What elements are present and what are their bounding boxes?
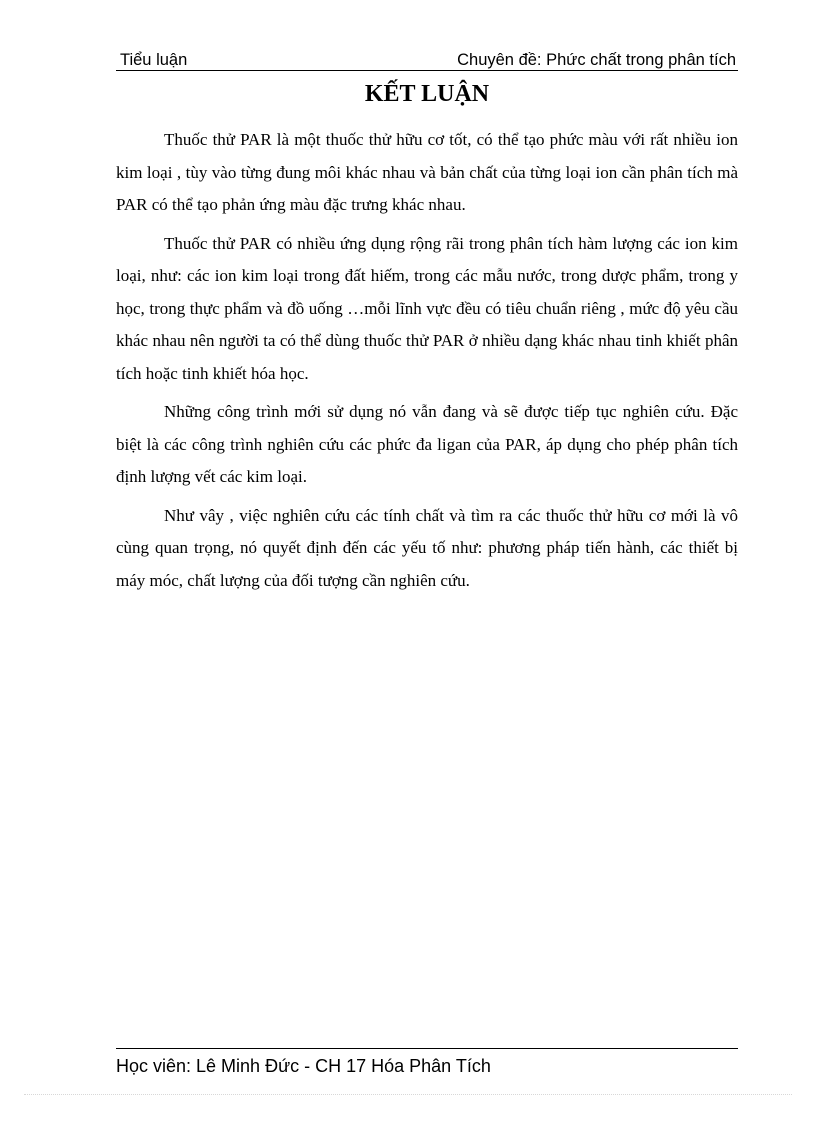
page-edge-divider bbox=[24, 1094, 792, 1095]
paragraph-4: Như vây , việc nghiên cứu các tính chất và tìm ra các thuốc thử hữu cơ mới là vô cùng quan trọng, nó quyết định đến các yếu tố như: phương pháp tiến hành, các thiết bị máy móc, chất lượng của đối tượng cần nghiên cứu. bbox=[116, 505, 738, 590]
page-header bbox=[116, 50, 738, 71]
header-left-text: Tiểu luận bbox=[120, 51, 188, 69]
header-right-text: Chuyên đề: Phức chất trong phân tích bbox=[457, 51, 736, 69]
paragraph-3: Những công trình mới sử dụng nó vẫn đang và sẽ được tiếp tục nghiên cứu. Đặc biệt là các công trình nghiên cứu các phức đa ligan của PAR, áp dụng cho phép phân tích định lượng vết các kim loại. bbox=[116, 402, 738, 486]
paragraph-2: Thuốc thử PAR có nhiều ứng dụng rộng rãi trong phân tích hàm lượng các ion kim loại, như: các ion kim loại trong đất hiếm, trong các mẫu nước, trong dược phẩm, trong y học, trong thực phẩm và đồ uống …mỗi lĩnh vực đều có tiêu chuẩn riêng , mức độ yêu cầu khác nhau nên người ta có thể dùng thuốc thử PAR ở nhiều dạng khác nhau tinh khiết phân tích hoặc tinh khiết hóa học. bbox=[116, 233, 738, 383]
page-title: KẾT LUẬN bbox=[364, 81, 490, 107]
page-footer: Học viên: Lê Minh Đức - CH 17 Hóa Phân Tích bbox=[116, 1048, 738, 1081]
paragraph-1: Thuốc thử PAR là một thuốc thử hữu cơ tốt, có thể tạo phức màu với rất nhiều ion kim loại , tùy vào từng đung môi khác nhau và bản chất của từng loại ion cần phân tích mà PAR có thể tạo phản ứng màu đặc trưng khác nhau. bbox=[116, 130, 738, 214]
document-body bbox=[116, 124, 738, 603]
